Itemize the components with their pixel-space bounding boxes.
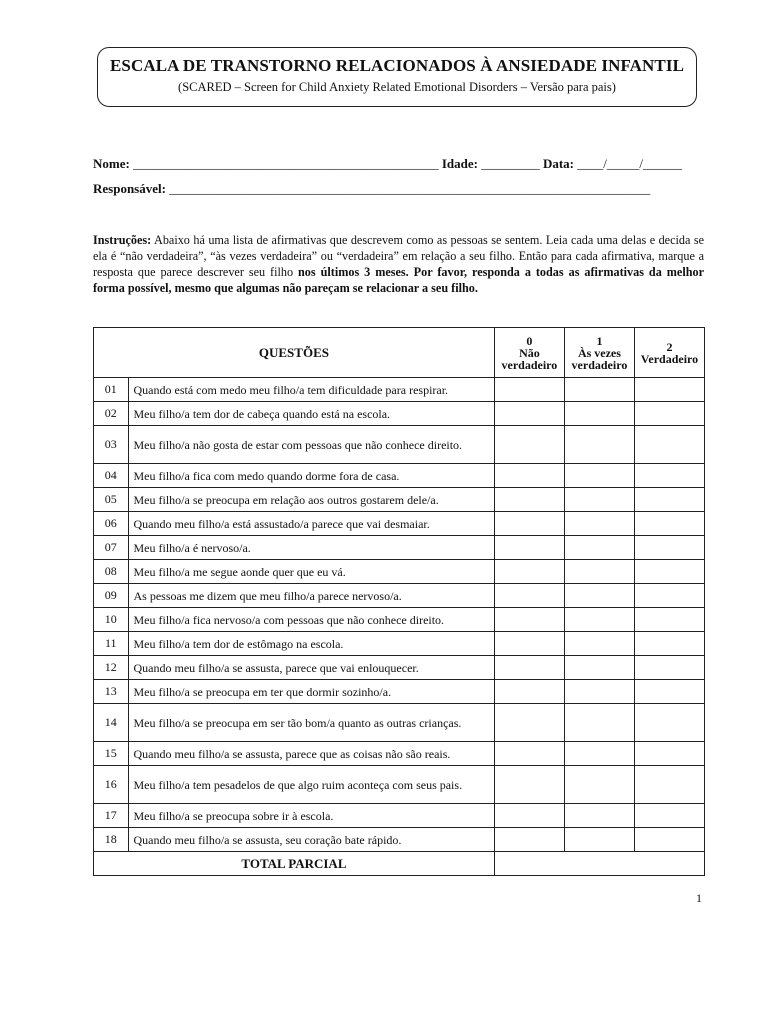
title-box [97,47,697,107]
question-text: Meu filho/a é nervoso/a. [128,536,494,560]
table-row [94,804,705,828]
question-text: Meu filho/a tem pesadelos de que algo ruim aconteça com seus pais. [128,766,494,804]
question-text: Quando está com medo meu filho/a tem dificuldade para respirar. [128,378,494,402]
answer-cell-1[interactable] [564,378,634,402]
answer-cell-2[interactable] [634,632,704,656]
total-label: TOTAL PARCIAL [94,852,495,876]
question-text: Quando meu filho/a está assustado/a parece que vai desmaiar. [128,512,494,536]
table-row [94,378,705,402]
questions-table [93,327,705,876]
question-text: Meu filho/a me segue aonde quer que eu vá. [128,560,494,584]
total-cell[interactable] [494,852,704,876]
answer-cell-2[interactable] [634,766,704,804]
answer-cell-0[interactable] [494,464,564,488]
question-number: 17 [94,804,129,828]
table-row [94,632,705,656]
answer-cell-0[interactable] [494,426,564,464]
answer-cell-2[interactable] [634,804,704,828]
answer-cell-1[interactable] [564,804,634,828]
question-number: 08 [94,560,129,584]
question-number: 04 [94,464,129,488]
answer-cell-1[interactable] [564,766,634,804]
answer-header-2 [634,328,704,378]
answer-cell-1[interactable] [564,608,634,632]
answer-cell-2[interactable] [634,584,704,608]
answer-cell-2[interactable] [634,608,704,632]
question-text: Meu filho/a se preocupa em ser tão bom/a quanto as outras crianças. [128,704,494,742]
answer-cell-1[interactable] [564,402,634,426]
question-number: 02 [94,402,129,426]
question-number: 07 [94,536,129,560]
question-number: 14 [94,704,129,742]
page-subtitle: (SCARED – Screen for Child Anxiety Related Emotional Disorders – Versão para pais) [178,80,616,94]
answer-label: verdadeiro [571,357,628,372]
answer-cell-1[interactable] [564,828,634,852]
nome-label: Nome: [93,156,130,171]
answer-score: 0 [526,333,533,348]
question-text: Meu filho/a fica nervoso/a com pessoas que não conhece direito. [128,608,494,632]
page-title: ESCALA DE TRANSTORNO RELACIONADOS À ANSIEDADE INFANTIL [109,56,685,75]
answer-cell-2[interactable] [634,656,704,680]
question-text: Quando meu filho/a se assusta, parece que as coisas não são reais. [128,742,494,766]
answer-cell-0[interactable] [494,402,564,426]
answer-score: 1 [596,333,603,348]
question-number: 06 [94,512,129,536]
answer-cell-0[interactable] [494,608,564,632]
answer-cell-1[interactable] [564,742,634,766]
answer-cell-2[interactable] [634,742,704,766]
answer-cell-2[interactable] [634,512,704,536]
answer-cell-0[interactable] [494,560,564,584]
question-number: 11 [94,632,129,656]
answer-cell-0[interactable] [494,656,564,680]
answer-cell-1[interactable] [564,584,634,608]
question-text: Meu filho/a fica com medo quando dorme fora de casa. [128,464,494,488]
answer-cell-1[interactable] [564,656,634,680]
table-row [94,402,705,426]
table-row [94,656,705,680]
answer-header-1 [564,328,634,378]
answer-cell-0[interactable] [494,584,564,608]
table-row [94,512,705,536]
table-row [94,828,705,852]
table-row [94,560,705,584]
table-row [94,584,705,608]
data-label: Data: [542,156,574,171]
table-row [94,488,705,512]
page-number: 1 [696,891,702,905]
answer-cell-2[interactable] [634,426,704,464]
table-header-row [94,328,705,378]
responsavel-field[interactable]: __________________________________________________________________________ [169,181,651,196]
question-number: 01 [94,378,129,402]
answer-cell-1[interactable] [564,464,634,488]
answer-cell-0[interactable] [494,766,564,804]
answer-cell-1[interactable] [564,512,634,536]
answer-score: 2 [666,339,673,354]
answer-cell-1[interactable] [564,560,634,584]
answer-cell-0[interactable] [494,742,564,766]
question-number: 16 [94,766,129,804]
answer-cell-2[interactable] [634,402,704,426]
question-text: As pessoas me dizem que meu filho/a parece nervoso/a. [128,584,494,608]
idade-field[interactable]: _________ [481,156,540,171]
instructions-bold-text: nos últimos 3 meses. Por favor, responda a todas as afirmativas da melhor forma possível, mesmo que algumas não pareçam se relacionar a seu filho. [93,265,704,295]
question-text: Quando meu filho/a se assusta, seu coração bate rápido. [128,828,494,852]
answer-cell-1[interactable] [564,426,634,464]
table-row [94,464,705,488]
question-text: Meu filho/a se preocupa sobre ir à escola. [128,804,494,828]
responsavel-row [93,181,699,197]
answer-cell-2[interactable] [634,680,704,704]
table-row [94,704,705,742]
answer-cell-1[interactable] [564,704,634,742]
answer-cell-1[interactable] [564,680,634,704]
answer-cell-2[interactable] [634,378,704,402]
answer-cell-2[interactable] [634,536,704,560]
table-row [94,426,705,464]
question-number: 13 [94,680,129,704]
answer-cell-0[interactable] [494,828,564,852]
answer-cell-1[interactable] [564,488,634,512]
table-row [94,608,705,632]
answer-label: Não [519,345,540,360]
answer-cell-0[interactable] [494,632,564,656]
instructions [93,232,704,296]
responsavel-label: Responsável: [93,181,166,196]
question-text: Quando meu filho/a se assusta, parece que vai enlouquecer. [128,656,494,680]
answer-cell-0[interactable] [494,488,564,512]
question-number: 10 [94,608,129,632]
answer-cell-0[interactable] [494,536,564,560]
table-row [94,536,705,560]
data-field[interactable]: ____/_____/______ [577,156,682,171]
instructions-text: Abaixo há uma lista de afirmativas que descrevem como as pessoas se sentem. Leia cada uma delas e decida se ela é “não verdadeira”, “às vezes verdadeira” ou “verdadeira” em relação a seu filho. Então para cada afirmativa, marque a resposta que parece descrever seu filho [93,233,704,279]
nome-field[interactable]: _______________________________________________ [133,156,439,171]
answer-label: Às vezes [577,345,621,360]
answer-label: Verdadeiro [640,351,699,366]
table-row [94,680,705,704]
table-row [94,742,705,766]
question-number: 12 [94,656,129,680]
question-number: 18 [94,828,129,852]
idade-label: Idade: [441,156,478,171]
total-row [94,852,705,876]
instructions-label: Instruções: [93,233,152,247]
answer-cell-2[interactable] [634,488,704,512]
answer-cell-2[interactable] [634,464,704,488]
answer-cell-2[interactable] [634,704,704,742]
question-text: Meu filho/a não gosta de estar com pessoas que não conhece direito. [128,426,494,464]
name-row [93,156,699,172]
answer-cell-0[interactable] [494,704,564,742]
answer-cell-2[interactable] [634,560,704,584]
answer-cell-0[interactable] [494,512,564,536]
answer-cell-0[interactable] [494,680,564,704]
question-number: 15 [94,742,129,766]
answer-header-0 [494,328,564,378]
answer-cell-0[interactable] [494,804,564,828]
answer-label: verdadeiro [501,357,558,372]
answer-cell-1[interactable] [564,536,634,560]
question-text: Meu filho/a se preocupa em relação aos outros gostarem dele/a. [128,488,494,512]
question-text: Meu filho/a tem dor de estômago na escola. [128,632,494,656]
question-number: 05 [94,488,129,512]
answer-cell-0[interactable] [494,378,564,402]
question-text: Meu filho/a tem dor de cabeça quando está na escola. [128,402,494,426]
answer-cell-2[interactable] [634,828,704,852]
questions-header: QUESTÕES [94,328,495,378]
question-number: 09 [94,584,129,608]
question-text: Meu filho/a se preocupa em ter que dormir sozinho/a. [128,680,494,704]
table-row [94,766,705,804]
question-number: 03 [94,426,129,464]
answer-cell-1[interactable] [564,632,634,656]
